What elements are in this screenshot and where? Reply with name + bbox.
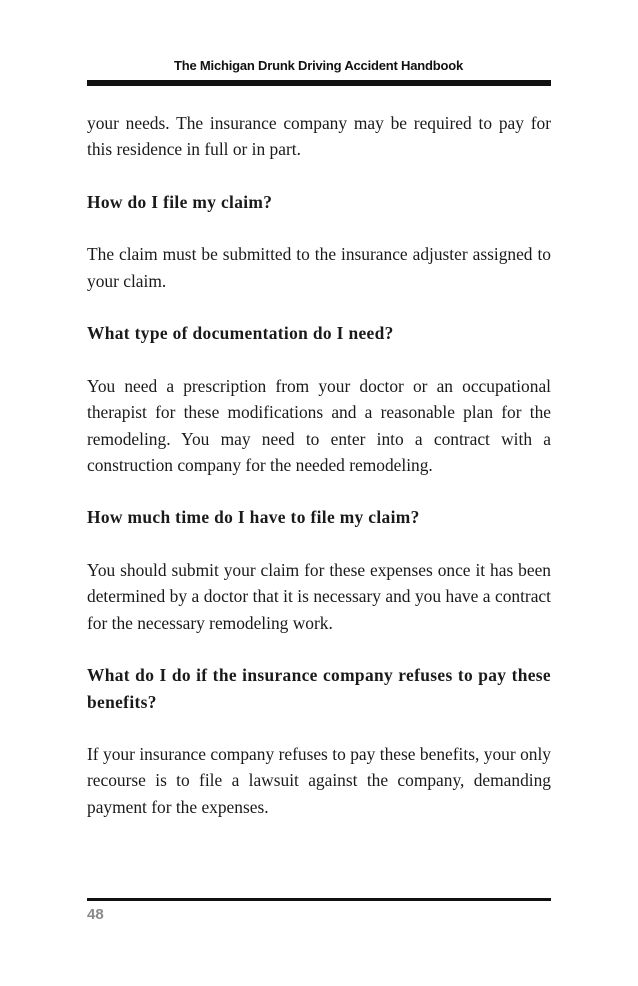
question-heading: What do I do if the insurance company refuses to pay these benefits? <box>87 665 551 712</box>
question-heading: What type of documentation do I need? <box>87 323 394 344</box>
running-header: The Michigan Drunk Driving Accident Handbook <box>173 58 464 73</box>
body-paragraph: your needs. The insurance company may be required to pay for this residence in full or in part. <box>87 113 551 160</box>
body-paragraph: You should submit your claim for these expenses once it has been determined by a doctor that it is necessary and you have a contract for the necessary remodeling work. <box>87 560 551 633</box>
question-heading: How do I file my claim? <box>87 191 273 212</box>
question-heading: How much time do I have to file my claim? <box>87 507 420 528</box>
body-paragraph: You need a prescription from your doctor or an occupational therapist for these modifications and a reasonable plan for the remodeling. You may need to enter into a contract with a construction company for the needed remodeling. <box>87 375 551 475</box>
body-paragraph: If your insurance company refuses to pay these benefits, your only recourse is to file a lawsuit against the company, demanding payment for the expenses. <box>87 744 551 817</box>
header-rule <box>87 80 551 86</box>
page-number: 48 <box>87 906 104 923</box>
page-body <box>87 110 551 846</box>
footer-rule <box>87 898 551 901</box>
body-paragraph: The claim must be submitted to the insurance adjuster assigned to your claim. <box>87 244 551 291</box>
